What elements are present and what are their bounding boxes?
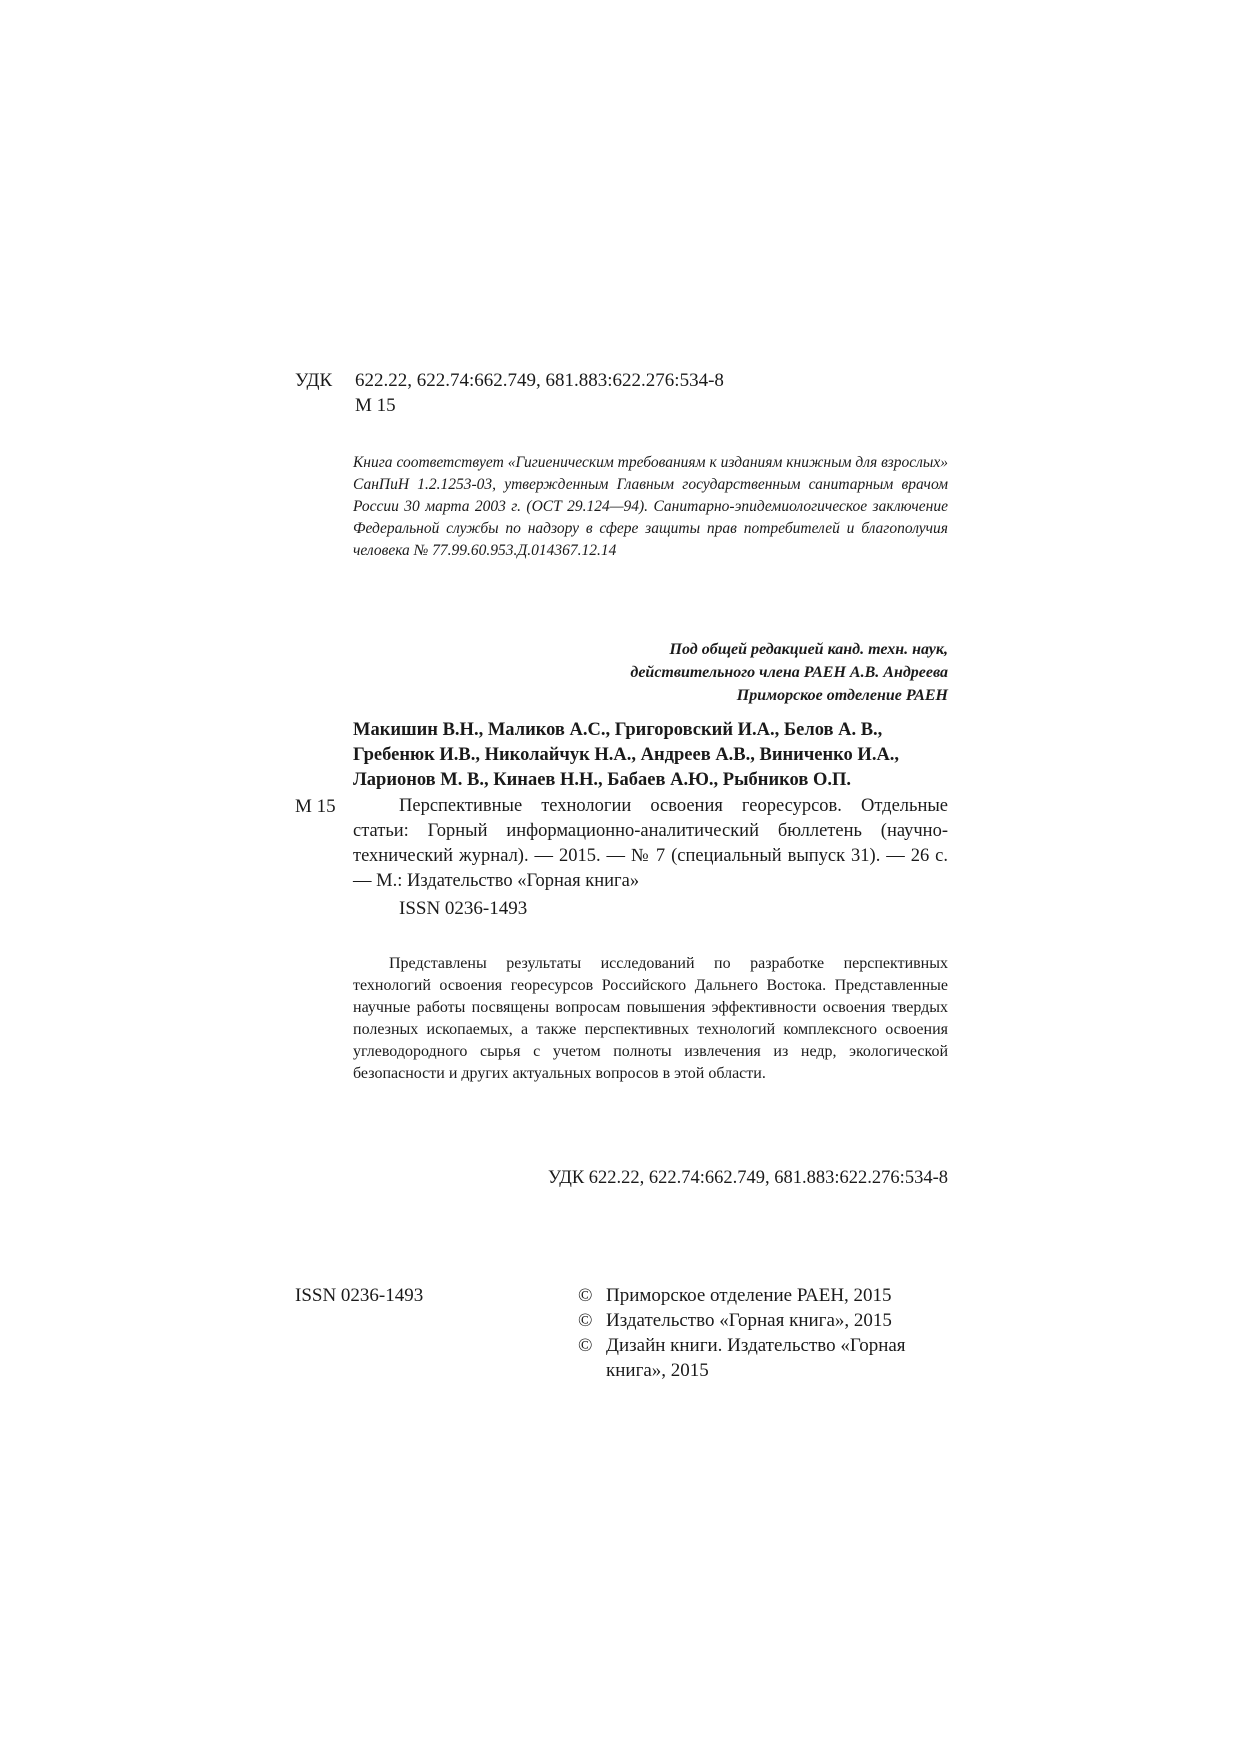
hygiene-notice: Книга соответствует «Гигиеническим требованиям к изданиям книжным для взрослых» СанПиН 1.2.1253-03, утвержденным Главным государственным санитарным врачом России 30 марта 2003 г. (ОСТ 29.124—94). Санитарно-эпидемиологическое заключение Федеральной службы по надзору в сфере защиты прав потребителей и благополучия человека № 77.99.60.953.Д.014367.12.14 xyxy=(353,454,948,559)
bibliographic-description: Перспективные технологии освоения георесурсов. Отдельные статьи: Горный информационно-аналитический бюллетень (научно-технический журнал). — 2015. — № 7 (специальный выпуск 31). — 26 с. — М.: Издательство «Горная книга» xyxy=(353,796,948,891)
catalog-issn: ISSN 0236-1493 xyxy=(399,898,528,919)
udk-codes: 622.22, 622.74:662.749, 681.883:622.276:534-8 xyxy=(355,370,724,391)
udk-header xyxy=(295,368,724,418)
catalog-mark-header: М 15 xyxy=(355,395,396,416)
authors-block xyxy=(353,718,948,793)
copyright-symbol: © xyxy=(578,1310,593,1331)
editorship-block xyxy=(520,638,948,707)
authors-line: Макишин В.Н., Маликов А.С., Григоровский И.А., Белов А. В., xyxy=(353,720,883,740)
authors-line: Гребенюк И.В., Николайчук Н.А., Андреев А.В., Виниченко И.А., xyxy=(353,745,900,765)
copyright-line xyxy=(578,1308,958,1333)
copyright-text: Издательство «Горная книга», 2015 xyxy=(606,1310,892,1331)
copyright-line xyxy=(578,1333,958,1383)
catalog-mark: М 15 xyxy=(295,796,336,817)
copyright-line xyxy=(578,1283,958,1308)
udk-label: УДК xyxy=(295,370,333,391)
copyright-text: Приморское отделение РАЕН, 2015 xyxy=(606,1285,892,1306)
copyright-text: Дизайн книги. Издательство «Горная книга», 2015 xyxy=(606,1335,906,1381)
editorship-line: действительного члена РАЕН А.В. Андреева xyxy=(630,664,948,681)
abstract: Представлены результаты исследований по разработке перспективных технологий освоения георесурсов Российского Дальнего Востока. Представленные научные работы посвящены вопросам повышения эффективности освоения твердых полезных ископаемых, а также перспективных технологий комплексного освоения углеводородного сырья с учетом полноты извлечения из недр, экологической безопасности и других актуальных вопросов в этой области. xyxy=(353,955,948,1082)
footer-issn: ISSN 0236-1493 xyxy=(295,1285,424,1306)
udk-footer: УДК 622.22, 622.74:662.749, 681.883:622.276:534-8 xyxy=(547,1168,948,1188)
editorship-line: Под общей редакцией канд. техн. наук, xyxy=(669,641,948,658)
copyright-symbol: © xyxy=(578,1335,593,1356)
authors-line: Ларионов М. В., Кинаев Н.Н., Бабаев А.Ю., Рыбников О.П. xyxy=(353,770,851,790)
copyright-symbol: © xyxy=(578,1285,593,1306)
copyright-block xyxy=(578,1283,958,1383)
editorship-line: Приморское отделение РАЕН xyxy=(736,687,948,704)
